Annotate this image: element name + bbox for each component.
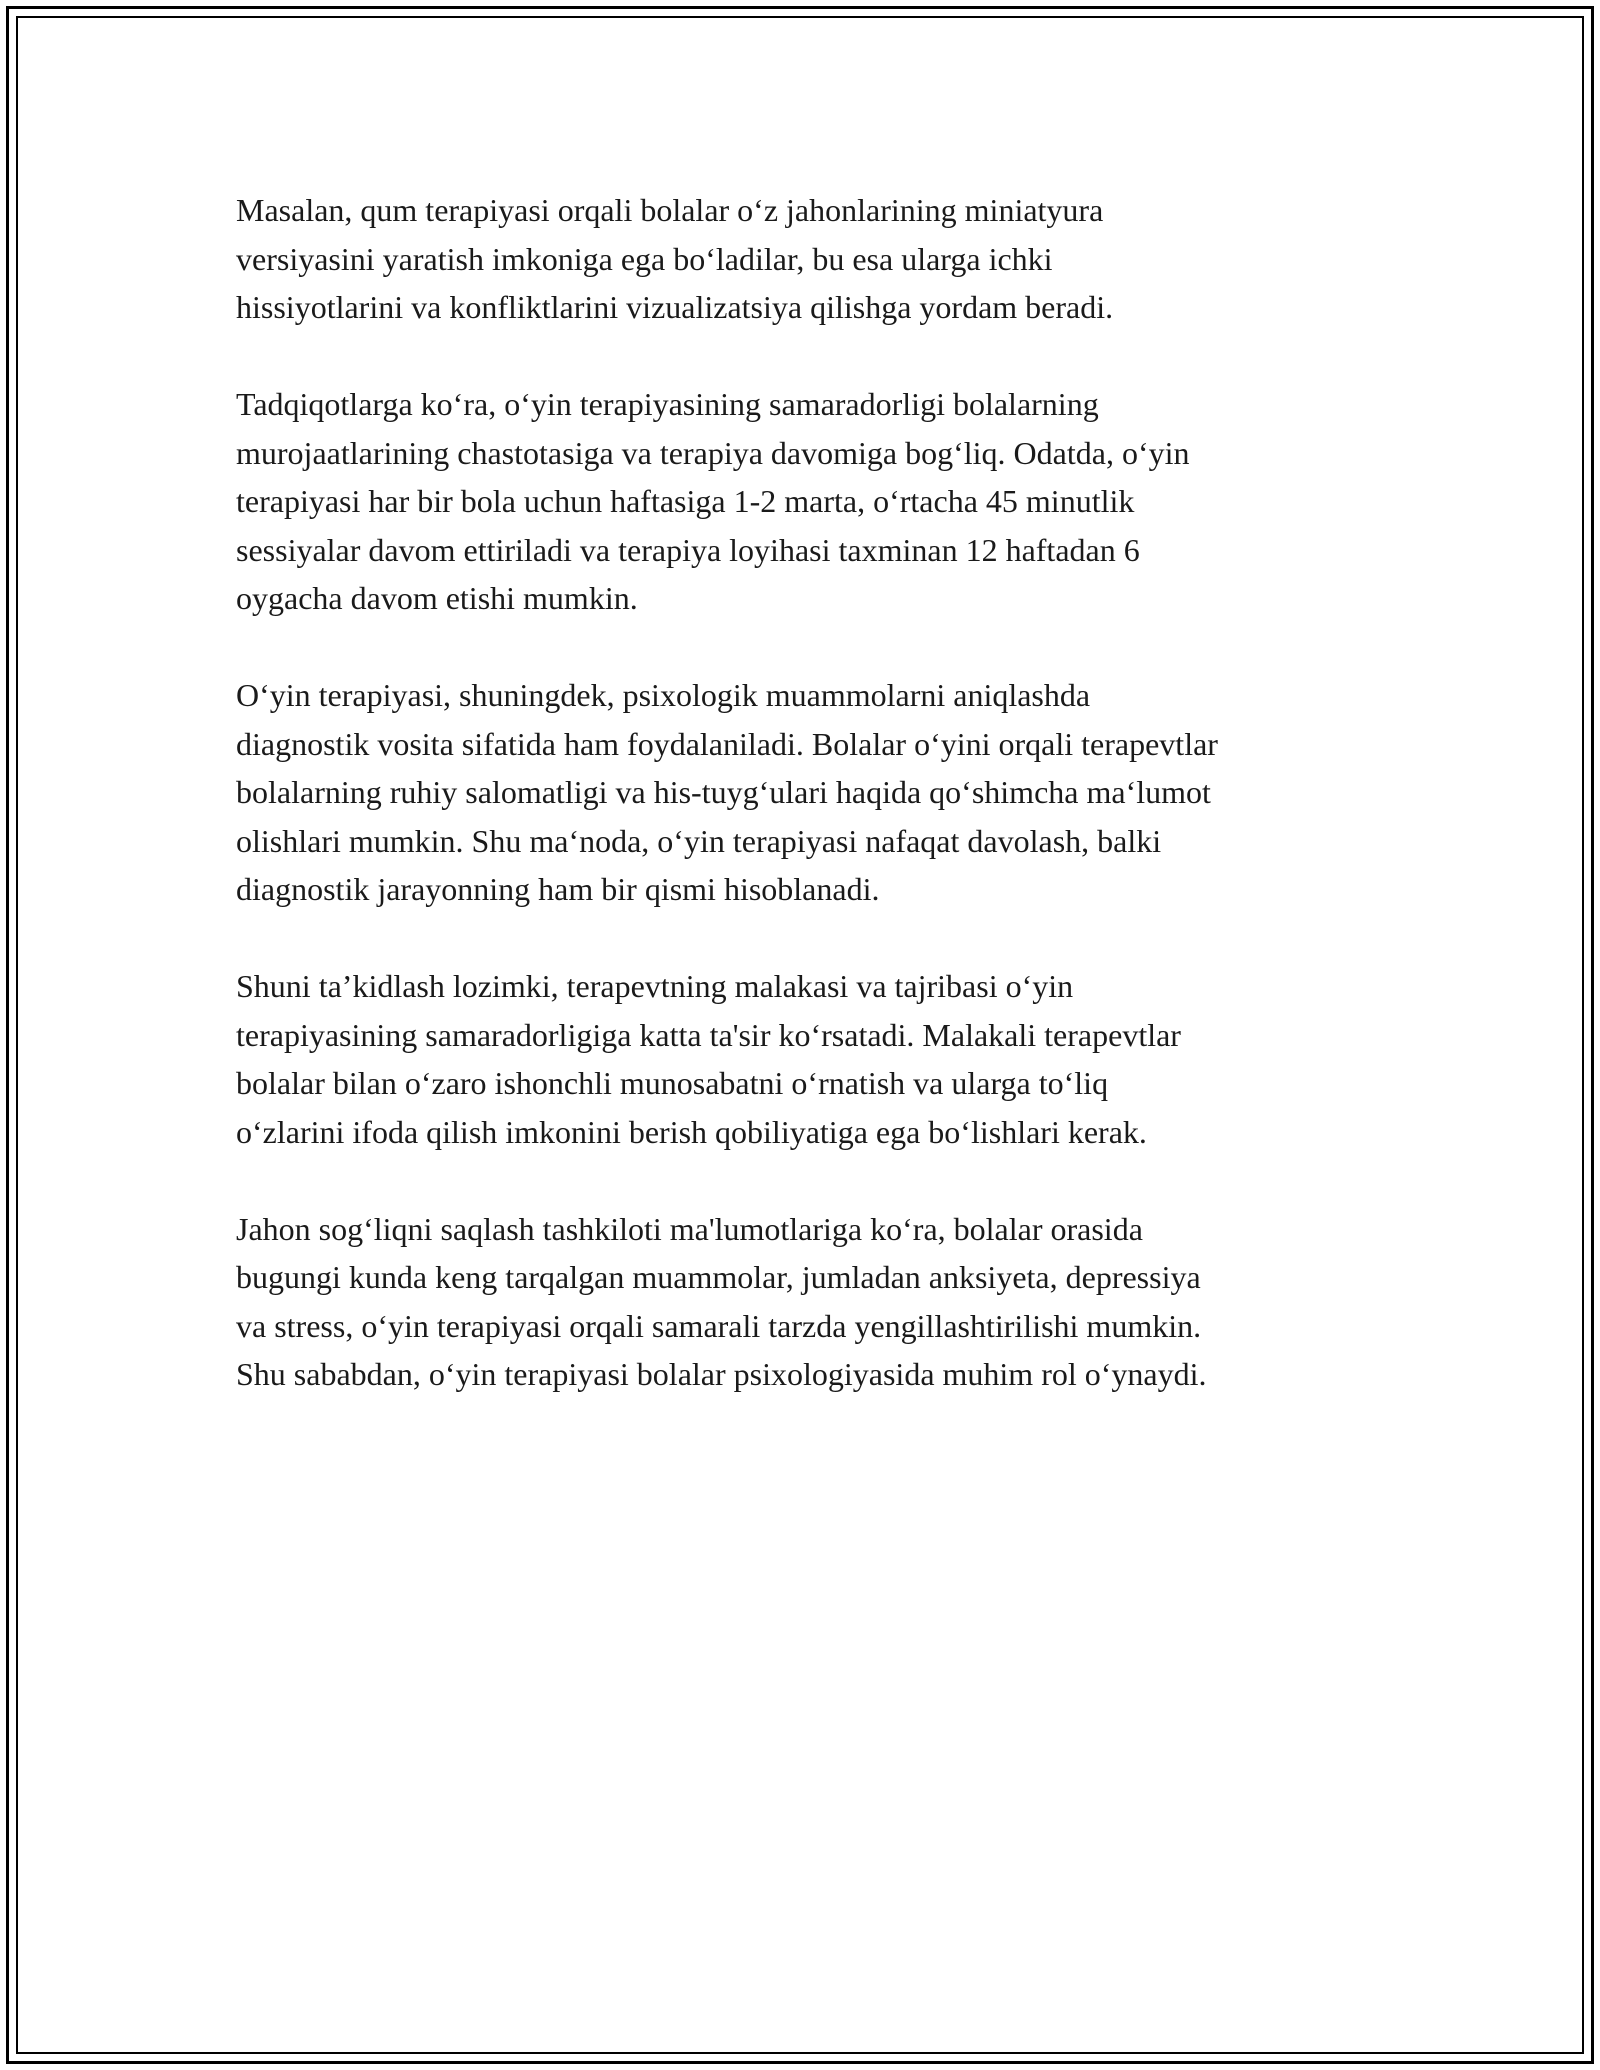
paragraph-research-effectiveness: Tadqiqotlarga koʻra, oʻyin terapiyasining samaradorligi bolalarning murojaatlarining chastotasiga va terapiya davomiga bogʻliq. Odatda, oʻyin terapiyasi har bir bola uchun haftasiga 1-2 marta, oʻrtacha 45 minutlik sessiyalar davom ettiriladi va terapiya loyihasi taxminan 12 haftadan 6 oygacha davom etishi mumkin. bbox=[236, 386, 1190, 616]
paragraph-diagnostic-tool: Oʻyin terapiyasi, shuningdek, psixologik muammolarni aniqlashda diagnostik vosita sifatida ham foydalaniladi. Bolalar oʻyini orqali terapevtlar bolalarning ruhiy salomatligi va his-tuygʻulari haqida qoʻshimcha maʻlumot olishlari mumkin. Shu maʻnoda, oʻyin terapiyasi nafaqat davolash, balki diagnostik jarayonning ham bir qismi hisoblanadi. bbox=[236, 677, 1218, 907]
paragraph-who-data: Jahon sogʻliqni saqlash tashkiloti ma'lumotlariga koʻra, bolalar orasida bugungi kunda keng tarqalgan muammolar, jumladan anksiyeta, depressiya va stress, oʻyin terapiyasi orqali samarali tarzda yengillashtirilishi mumkin. Shu sababdan, oʻyin terapiyasi bolalar psixologiyasida muhim rol oʻynaydi. bbox=[236, 1210, 1207, 1392]
paragraph-therapist-qualification: Shuni ta’kidlash lozimki, terapevtning malakasi va tajribasi oʻyin terapiyasining samaradorligiga katta ta'sir koʻrsatadi. Malakali terapevtlar bolalar bilan oʻzaro ishonchli munosabatni oʻrnatish va ularga toʻliq oʻzlarini ifoda qilish imkonini berish qobiliyatiga ega boʻlishlari kerak. bbox=[236, 968, 1181, 1150]
document-body bbox=[236, 186, 1396, 1447]
paragraph-sand-therapy: Masalan, qum terapiyasi orqali bolalar oʻz jahonlarining miniatyura versiyasini yaratish imkoniga ega boʻladilar, bu esa ularga ichki hissiyotlarini va konfliktlarini vizualizatsiya qilishga yordam beradi. bbox=[236, 192, 1114, 325]
